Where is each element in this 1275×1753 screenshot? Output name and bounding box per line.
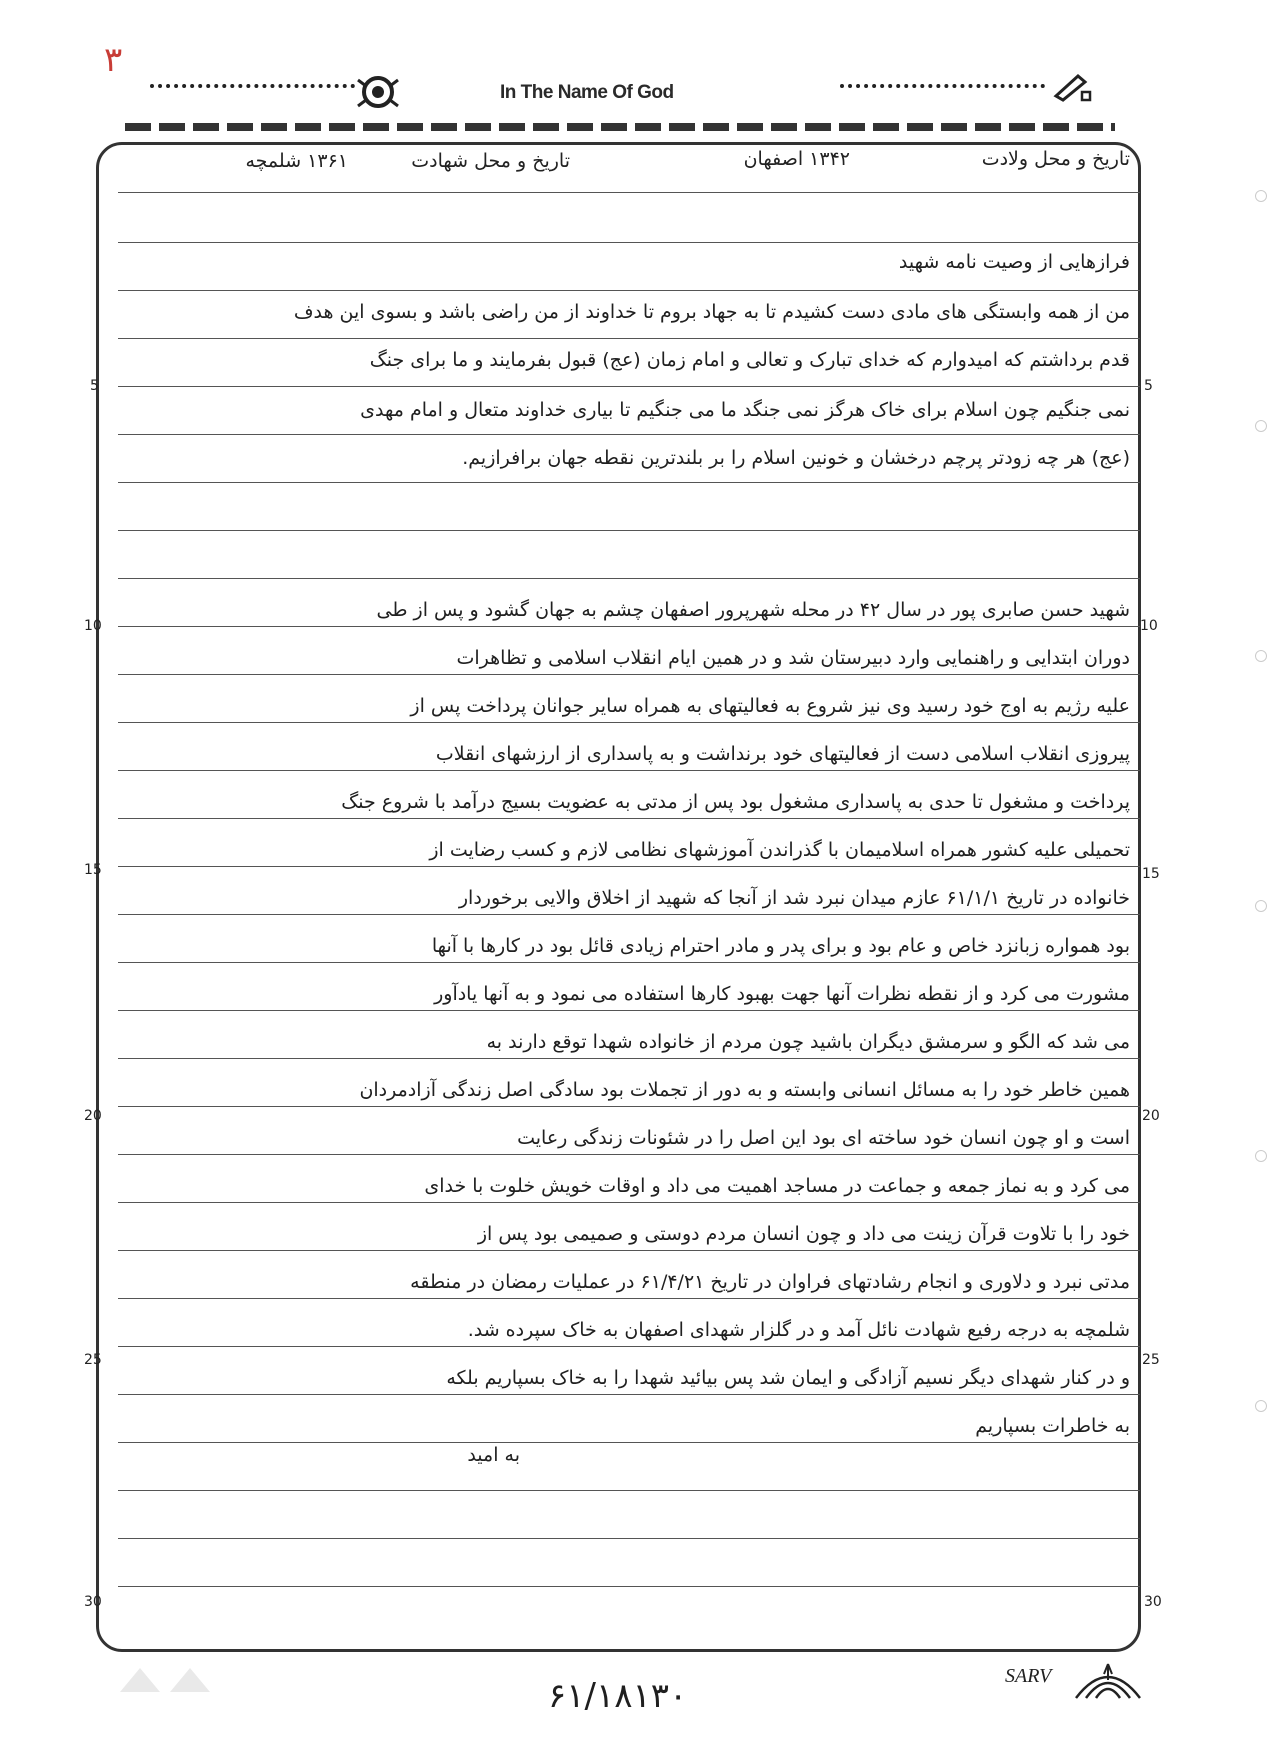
- punch-hole: [1255, 900, 1267, 912]
- biography-line: مدتی نبرد و دلاوری و انجام رشادتهای فراوان در تاریخ ۶۱/۴/۲۱ در عملیات رمضان در منطقه: [410, 1271, 1130, 1293]
- punch-hole: [1255, 420, 1267, 432]
- ruled-line: [118, 290, 1140, 291]
- biography-line: می کرد و به نماز جمعه و جماعت در مساجد اهمیت می داد و اوقات خویش خلوت با خدای: [424, 1175, 1130, 1197]
- brand-name: SARV: [1005, 1665, 1052, 1687]
- will-line: (عج) هر چه زودتر پرچم درخشان و خونین اسلام را بر بلندترین نقطه جهان برافرازیم.: [462, 447, 1130, 469]
- ruled-line: [118, 818, 1140, 819]
- row-number-left: 30: [84, 1594, 102, 1610]
- ruled-line: [118, 674, 1140, 675]
- martyrdom-label: تاریخ و محل شهادت: [411, 150, 570, 172]
- ruled-line: [118, 192, 1140, 193]
- will-heading: فرازهایی از وصیت نامه شهید: [898, 251, 1130, 273]
- biography-line: تحمیلی علیه کشور همراه اسلامیمان با گذراندن آموزشهای نظامی لازم و کسب رضایت از: [429, 839, 1130, 861]
- ruled-line: [118, 1010, 1140, 1011]
- ruled-line: [118, 338, 1140, 339]
- ruled-line: [118, 1586, 1140, 1587]
- row-number-right: 30: [1144, 1594, 1162, 1610]
- pen-icon: [1052, 70, 1092, 102]
- emblem-icon: [352, 70, 404, 114]
- ruled-line: [118, 914, 1140, 915]
- row-number-left: 15: [84, 862, 102, 878]
- header-dots-right: [840, 84, 1045, 88]
- punch-hole: [1255, 650, 1267, 662]
- row-number-left: 20: [84, 1108, 102, 1124]
- closing-text: به امید: [467, 1444, 520, 1466]
- ruled-line: [118, 530, 1140, 531]
- ruled-line: [118, 962, 1140, 963]
- biography-line: شلمچه به درجه رفیع شهادت نائل آمد و در گلزار شهدای اصفهان به خاک سپرده شد.: [467, 1319, 1130, 1341]
- will-line: من از همه وابستگی های مادی دست کشیدم تا به جهاد بروم تا خداوند از من راضی باشد و بسوی این هدف: [293, 301, 1130, 323]
- ruled-line: [118, 386, 1140, 387]
- biography-line: همین خاطر خود را به مسائل انسانی وابسته و به دور از تجملات بود سادگی اصل زندگی آزادمردان: [359, 1079, 1130, 1101]
- biography-line: مشورت می کرد و از نقطه نظرات آنها جهت بهبود کارها استفاده می نمود و به آنها یادآور: [434, 983, 1130, 1005]
- will-line: نمی جنگیم چون اسلام برای خاک هرگز نمی جنگد ما می جنگیم تا بیاری خداوند متعال و امام مهدی: [360, 399, 1130, 421]
- birth-label: تاریخ و محل ولادت: [981, 148, 1130, 170]
- ruled-line: [118, 1442, 1140, 1443]
- document-code: ۶۱/۱۸۱۳۰: [548, 1676, 688, 1716]
- ruled-line: [118, 1058, 1140, 1059]
- biography-line: بود همواره زبانزد خاص و عام بود و برای پدر و مادر احترام زیادی قائل بود در کارها با آنها: [431, 935, 1130, 957]
- ruled-line: [118, 1106, 1140, 1107]
- header-dots-left: [150, 84, 355, 88]
- row-number-right: 25: [1142, 1352, 1160, 1368]
- biography-line: شهید حسن صابری پور در سال ۴۲ در محله شهرپرور اصفهان چشم به جهان گشود و پس از طی: [376, 599, 1130, 621]
- ruled-line: [118, 1394, 1140, 1395]
- ruled-line: [118, 1346, 1140, 1347]
- ruled-line: [118, 626, 1140, 627]
- ruled-line: [118, 434, 1140, 435]
- punch-hole: [1255, 190, 1267, 202]
- ruled-line: [118, 1154, 1140, 1155]
- ruled-line: [118, 770, 1140, 771]
- ruled-line: [118, 1538, 1140, 1539]
- row-number-right: 10: [1140, 618, 1158, 634]
- biography-line: می شد که الگو و سرمشق دیگران باشید چون مردم از خانواده شهدا توقع دارند به: [486, 1031, 1130, 1053]
- biography-line: است و او چون انسان خود ساخته ای بود این اصل را در شئونات زندگی رعایت: [517, 1127, 1130, 1149]
- biography-line: خانواده در تاریخ ۶۱/۱/۱ عازم میدان نبرد شد از آنجا که شهید از اخلاق والایی برخوردار: [458, 887, 1130, 909]
- punch-hole: [1255, 1150, 1267, 1162]
- page-mark: ۳: [104, 40, 123, 80]
- ruled-line: [118, 482, 1140, 483]
- will-line: قدم برداشتم که امیدوارم که خدای تبارک و تعالی و امام زمان (عج) قبول بفرمایند و ما برای جنگ: [369, 349, 1130, 371]
- biography-line: دوران ابتدایی و راهنمایی وارد دبیرستان شد و در همین ایام انقلاب اسلامی و تظاهرات: [456, 647, 1130, 669]
- header-title: In The Name Of God: [500, 82, 674, 103]
- biography-line: خود را با تلاوت قرآن زینت می داد و چون انسان مردم دوستی و صمیمی بود پس از: [477, 1223, 1130, 1245]
- row-number-right: 15: [1142, 866, 1160, 882]
- biography-line: و در کنار شهدای دیگر نسیم آزادگی و ایمان شد پس بیائید شهدا را به خاک بسپاریم بلکه: [446, 1367, 1130, 1389]
- punch-hole: [1255, 1400, 1267, 1412]
- tree-icon: [1072, 1660, 1144, 1702]
- row-number-left: 25: [84, 1352, 102, 1368]
- biography-line: پرداخت و مشغول تا حدی به پاسداری مشغول بود پس از مدتی به عضویت بسیج درآمد با شروع جنگ: [341, 791, 1130, 813]
- row-number-right: 5: [1144, 378, 1153, 394]
- row-number-left: 10: [84, 618, 102, 634]
- ruled-line: [118, 866, 1140, 867]
- martyrdom-value: ۱۳۶۱ شلمچه: [245, 150, 348, 172]
- faint-logo-icon: [110, 1662, 260, 1696]
- ruled-line: [118, 1250, 1140, 1251]
- ruled-line: [118, 1202, 1140, 1203]
- biography-line: پیروزی انقلاب اسلامی دست از فعالیتهای خود برنداشت و به پاسداری از ارزشهای انقلاب: [435, 743, 1130, 765]
- ruled-line: [118, 578, 1140, 579]
- header-dash-bar: [125, 123, 1115, 131]
- biography-line: به خاطرات بسپاریم: [975, 1415, 1130, 1437]
- ruled-line: [118, 1298, 1140, 1299]
- biography-line: علیه رژیم به اوج خود رسید وی نیز شروع به فعالیتهای به همراه سایر جوانان پرداخت پس از: [410, 695, 1130, 717]
- birth-value: ۱۳۴۲ اصفهان: [743, 148, 850, 170]
- ruled-line: [118, 242, 1140, 243]
- ruled-line: [118, 722, 1140, 723]
- row-number-right: 20: [1142, 1108, 1160, 1124]
- row-number-left: 5: [90, 378, 99, 394]
- page-header: [0, 70, 1275, 130]
- ruled-line: [118, 1490, 1140, 1491]
